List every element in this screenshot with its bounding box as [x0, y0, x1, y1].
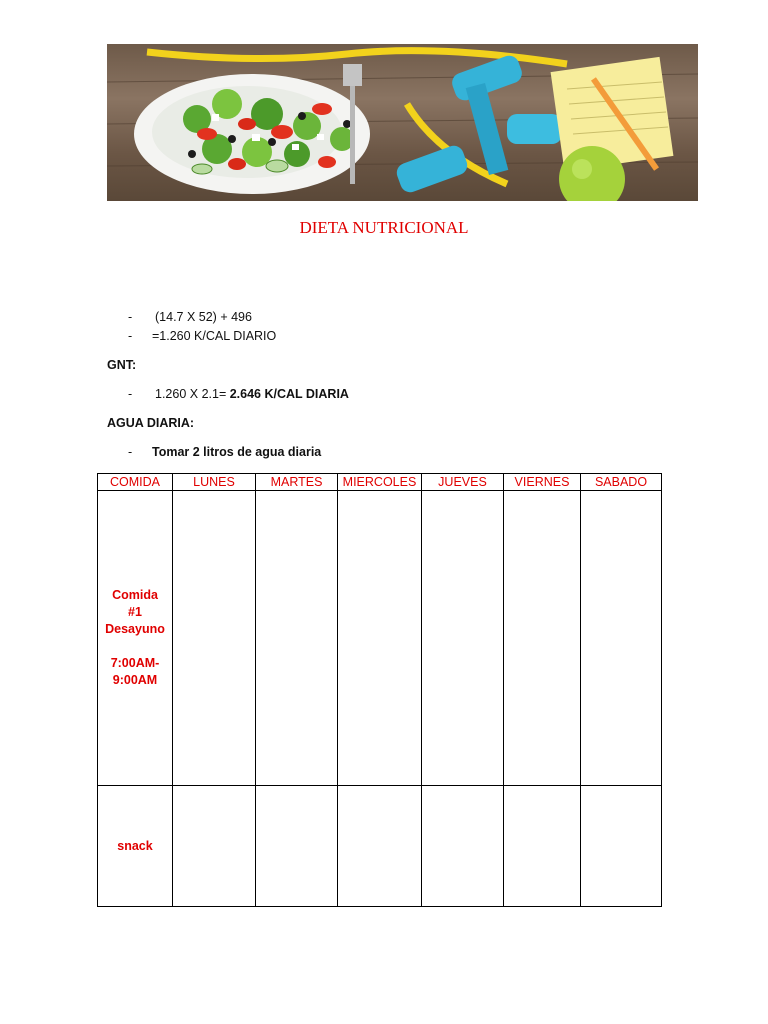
table-row [98, 491, 662, 786]
table-cell[interactable] [173, 491, 256, 786]
header-sabado: SABADO [581, 474, 662, 491]
table-cell[interactable] [422, 491, 504, 786]
gnt-calculation [155, 387, 349, 401]
table-cell[interactable] [581, 491, 662, 786]
table-cell[interactable] [256, 786, 338, 907]
table-cell[interactable] [504, 786, 581, 907]
meal-label [98, 587, 172, 689]
header-jueves: JUEVES [422, 474, 504, 491]
table-header-row [98, 474, 662, 491]
gnt-calc-prefix: 1.260 X 2.1= [155, 387, 230, 401]
header-viernes: VIERNES [504, 474, 581, 491]
table-cell[interactable] [338, 491, 422, 786]
meal-label-spacer [98, 638, 172, 655]
header-martes: MARTES [256, 474, 338, 491]
banner-image [107, 44, 698, 201]
table-cell[interactable] [256, 491, 338, 786]
bullet-dash: - [128, 310, 133, 324]
agua-bullet: Tomar 2 litros de agua diaria [152, 445, 322, 459]
page-title: DIETA NUTRICIONAL [299, 218, 469, 237]
bullet-dash: - [128, 329, 133, 343]
gnt-heading: GNT: [107, 358, 137, 372]
meal-label-line: #1 [128, 605, 142, 619]
meal-label-line: Comida [112, 588, 158, 602]
formula-line-1: (14.7 X 52) + 496 [155, 310, 252, 324]
table-cell[interactable] [504, 491, 581, 786]
table-cell[interactable] [338, 786, 422, 907]
table-cell[interactable] [581, 786, 662, 907]
table-cell[interactable] [422, 786, 504, 907]
table-cell[interactable] [173, 786, 256, 907]
bullet-dash: - [128, 445, 133, 459]
meal-label-line: 9:00AM [112, 673, 158, 687]
meal-label: snack [117, 838, 153, 853]
meal-label-line: Desayuno [105, 622, 165, 636]
bullet-dash: - [128, 387, 133, 401]
gnt-calc-result: 2.646 K/CAL DIARIA [229, 387, 349, 401]
header-miercoles: MIERCOLES [338, 474, 422, 491]
agua-heading: AGUA DIARIA: [107, 416, 195, 430]
meal-plan-table [97, 473, 662, 907]
meal-cell-snack [98, 786, 173, 907]
header-lunes: LUNES [173, 474, 256, 491]
formula-line-2: =1.260 K/CAL DIARIO [152, 329, 277, 343]
header-comida: COMIDA [98, 474, 173, 491]
table-row [98, 786, 662, 907]
meal-label-line: 7:00AM- [110, 656, 160, 670]
meal-cell-desayuno [98, 491, 173, 786]
